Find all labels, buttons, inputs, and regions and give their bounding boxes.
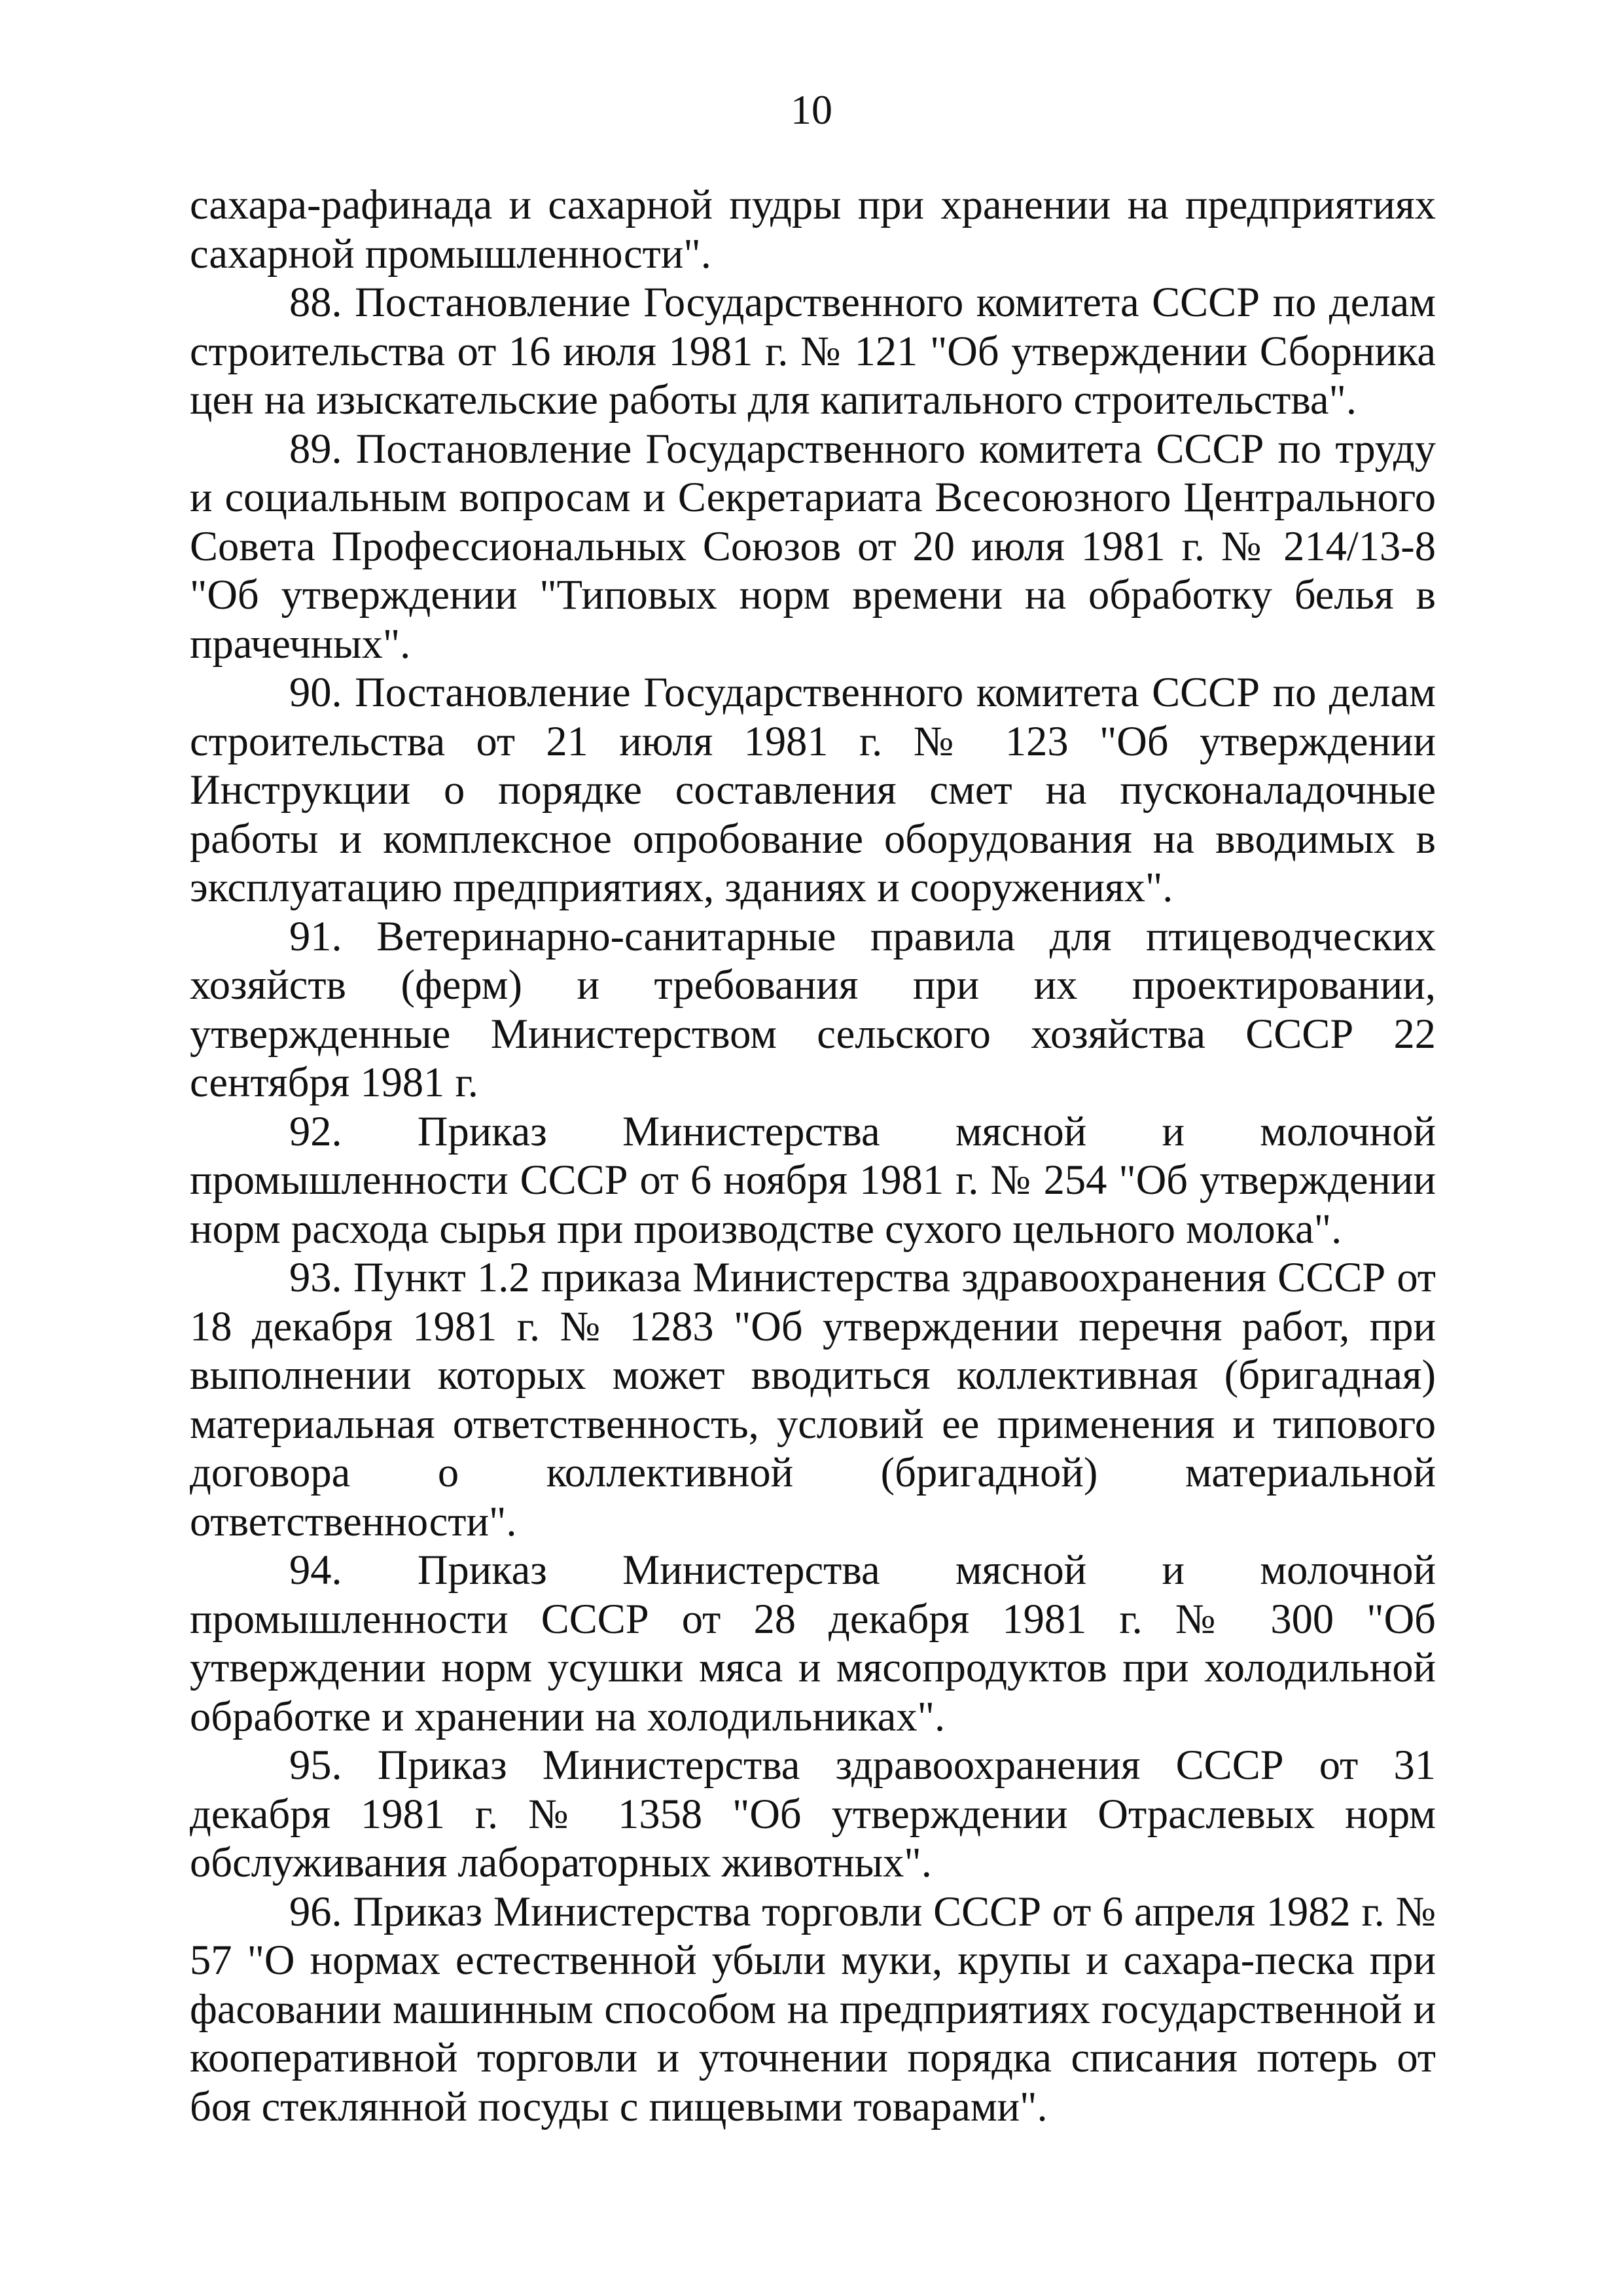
page-number: 10 [791, 86, 832, 133]
list-item-89 [190, 425, 1436, 669]
item-text: Приказ Министерства мясной и молочной промышленности СССР от 6 ноября 1981 г. № 254 "Об утверждении норм расхода сырья при производстве сухого цельного молока". [190, 1107, 1436, 1252]
list-item-88 [190, 278, 1436, 425]
list-item-94 [190, 1546, 1436, 1741]
list-item-91 [190, 912, 1436, 1107]
item-text: Приказ Министерства мясной и молочной промышленности СССР от 28 декабря 1981 г. № 300 "Об утверждении норм усушки мяса и мясопродуктов при холодильной обработке и хранении на холодильниках". [190, 1547, 1436, 1740]
list-item-92 [190, 1107, 1436, 1254]
item-text: Ветеринарно-санитарные правила для птицеводческих хозяйств (ферм) и требования при их проектировании, утвержденные Министерством сельского хозяйства СССР 22 сентября 1981 г. [190, 912, 1436, 1105]
item-number: 90. [289, 669, 342, 715]
item-text: Постановление Государственного комитета СССР по делам строительства от 16 июля 1981 г. № 121 "Об утверждении Сборника цен на изыскательские работы для капитального строительства". [190, 279, 1436, 423]
item-number: 92. [289, 1107, 342, 1155]
continuation-paragraph: сахара-рафинада и сахарной пудры при хранении на предприятиях сахарной промышленности". [190, 181, 1436, 277]
item-text: Пункт 1.2 приказа Министерства здравоохранения СССР от 18 декабря 1981 г. № 1283 "Об утверждении перечня работ, при выполнении которых может вводиться коллективная (бригадная) материальная ответственность, условий ее применения и типового договора о коллективной (бригадной) материальной ответственности". [190, 1254, 1436, 1545]
list-item-90 [190, 668, 1436, 912]
item-number: 91. [289, 912, 342, 960]
document-body [190, 181, 1436, 2131]
item-number: 96. [289, 1888, 342, 1935]
list-item-96 [190, 1888, 1436, 2132]
item-text: Приказ Министерства торговли СССР от 6 апреля 1982 г. № 57 "О нормах естественной убыли муки, крупы и сахара-песка при фасовании машинным способом на предприятиях государственной и кооперативной торговли и уточнении порядка списания потерь от боя стеклянной посуды с пищевыми товарами". [190, 1888, 1436, 2130]
item-number: 95. [289, 1742, 342, 1788]
list-item-95 [190, 1741, 1436, 1888]
item-number: 88. [289, 279, 342, 325]
list-item-93 [190, 1253, 1436, 1546]
item-number: 89. [289, 425, 342, 472]
item-text: Постановление Государственного комитета СССР по труду и социальным вопросам и Секретариата Всесоюзного Центрального Совета Профессиональных Союзов от 20 июля 1981 г. № 214/13-8 "Об утверждении "Типовых норм времени на обработку белья в прачечных". [190, 425, 1436, 667]
item-text: Приказ Министерства здравоохранения СССР от 31 декабря 1981 г. № 1358 "Об утверждении Отраслевых норм обслуживания лабораторных животных". [190, 1742, 1436, 1886]
item-number: 94. [289, 1547, 342, 1593]
item-text: Постановление Государственного комитета СССР по делам строительства от 21 июля 1981 г. № 123 "Об утверждении Инструкции о порядке составления смет на пусконаладочные работы и комплексное опробование оборудования на вводимых в эксплуатацию предприятиях, зданиях и сооружениях". [190, 669, 1436, 910]
item-number: 93. [289, 1254, 342, 1300]
